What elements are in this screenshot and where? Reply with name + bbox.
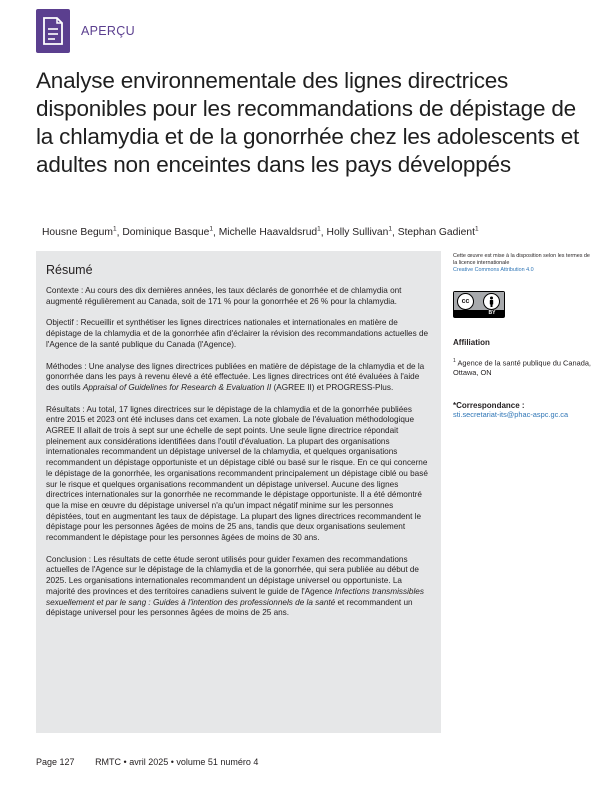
page-number: Page 127 [36,757,75,767]
abstract-context: Contexte : Au cours des dix dernières années, les taux déclarés de gonorrhée et de chlamydia ont augmenté régulièrement au Canada, soit de 171 % pour la gonorrhée et 26 % pour la chlamydia. [46,286,402,306]
article-title: Analyse environnementale des lignes directrices disponibles pour les recommandations de dépistage de la chlamydia et de la gonorrhée chez les adolescents et adultes non enceintes dans les pays développés [36,68,580,177]
author: Housne Begum$^1$ [42,226,117,239]
license-link[interactable]: Creative Commons Attribution 4.0 [453,267,534,273]
abstract-objective: Objectif : Recueillir et synthétiser les lignes directrices nationales et internationales en matière de dépistage de la chlamydia et de la gonorrhée afin d'éclairer la révision des recommandations actuelles de l'Agence de la santé publique du Canada (l'Agence). [46,318,429,349]
attribution-icon [483,293,500,310]
affiliation-heading: Affiliation [453,338,490,347]
author: Dominique Basque$^1$ [122,226,213,239]
correspondence-email[interactable]: sti.secretariat-its@phac-aspc.gc.ca [453,409,569,419]
document-icon [36,9,70,53]
author: Stephan Gadient$^1$ [397,226,479,239]
abstract-methods: Méthodes : Une analyse des lignes directrices publiées en matière de dépistage de la chlamydia et de la gonorrhée dans les pays à revenu élevé a été effectuée. Les lignes directrices ont été évaluées à l'aide des outils Appraisal of Guidelines for Research & Evaluation II (AGREE II) et PROGRESS-Plus. [46,361,425,392]
cc-by-license-icon[interactable] [453,291,505,318]
author: Michelle Haavaldsrud$^1$ [218,226,321,239]
by-label: BY [488,310,496,316]
author-list: Housne Begum$^1$, Dominique Basque$^1$, Michelle Haavaldsrud$^1$, Holly Sullivan$^1$, Stephan Gadient$^1$ [42,226,479,239]
journal-citation: RMTC • avril 2025 • volume 51 numéro 4 [95,757,259,767]
abstract-conclusion: Conclusion : Les résultats de cette étude seront utilisés pour guider l'examen des recommandations actuelles de l'Agence sur le dépistage de la chlamydia et de la gonorrhée, qui sera publiée au début de 2025. Les organisations internationales recommandent un dépistage universel ou opportuniste. La majorité des provinces et des territoires canadiens suivent le guide de l'Agence Infections transmissibles sexuellement et par le sang : Guides à l'intention des professionnels de la santé et recommandent un dépistage universel pour les personnes âgées de moins de 25 ans. [46,554,424,618]
correspondence-heading: *Correspondance : [453,400,525,410]
document-page-icon [43,17,63,45]
abstract-heading: Résumé [46,263,93,277]
article-type-tag: APERÇU [81,24,135,38]
page-footer [36,757,258,767]
sidebar [453,253,593,419]
author: Holly Sullivan$^1$ [326,226,392,239]
abstract-results: Résultats : Au total, 17 lignes directrices sur le dépistage de la chlamydia et de la gonorrhée publiées entre 2015 et 2023 ont été incluses dans cet examen. La note globale de l'évaluation méthodologique AGREE II allait de trois à sept sur une échelle de sept points. Une seule ligne directrice répondait pleinement aux considérations identifiées dans l'outil d'évaluation. La plupart des organisations internationales recommandent un dépistage universel de la chlamydia, et quelques organisations recommandent un dépistage opportuniste et un dépistage ciblé ou basé sur le risque. En ce qui concerne le dépistage de la gonorrhée, les organisations recommandent principalement un dépistage ciblé ou basé sur le risque et quelques organisations recommandent un dépistage universel. Aucune des lignes directrices internationales sur la gonorrhée ne recommande le dépistage opportuniste. Il a été démontré que la mise en œuvre du dépistage universel n'a qu'un impact négatif minime sur les personnes dépistées, tout en augmentant les taux de dépistage. La plupart des lignes directrices recommandent le dépistage pour les personnes âgées de moins de 25 ans, tandis que deux organisations seulement recommandent le dépistage pour les personnes âgées de moins de 30 ans. [46,404,428,543]
license-text: Cette œuvre est mise à la disposition selon les termes de la licence internationale [453,253,590,266]
abstract-box [36,251,441,733]
cc-icon: cc [457,293,474,310]
affiliation-text: $^1$ Agence de la santé publique du Canada, Ottawa, ON [453,358,591,378]
